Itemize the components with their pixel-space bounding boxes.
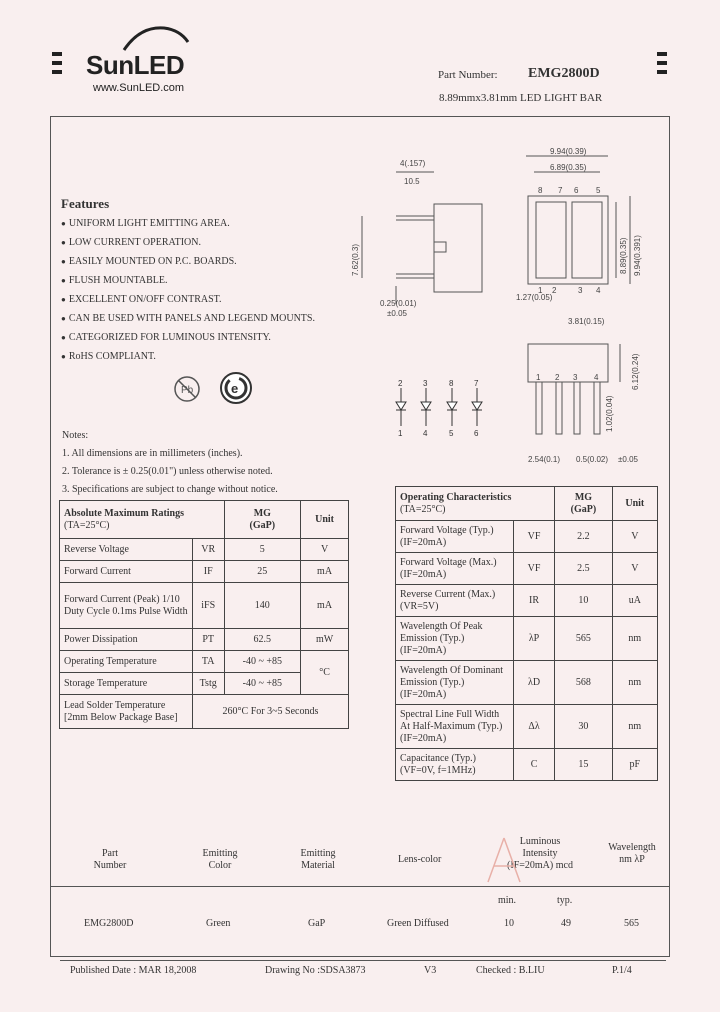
abs-val: -40 ~ +85 — [224, 673, 301, 695]
op-condition: (TA=25°C) — [400, 503, 446, 515]
bottom-pin-len: 1.02(0.04) — [605, 395, 614, 432]
side-height: 7.62(0.3) — [351, 243, 360, 276]
abs-val: -40 ~ +85 — [224, 651, 301, 673]
abs-sym: PT — [192, 629, 224, 651]
feature-item: ● FLUSH MOUNTABLE. — [61, 275, 315, 294]
abs-val: 260°C For 3~5 Seconds — [192, 695, 348, 729]
abs-val: 62.5 — [224, 629, 301, 651]
feature-item: ● CAN BE USED WITH PANELS AND LEGEND MOUNTS. — [61, 313, 315, 332]
abs-param: Operating Temperature — [60, 651, 193, 673]
op-param: Wavelength Of Peak Emission (Typ.) (IF=20mA) — [396, 617, 514, 661]
abs-unit: mW — [301, 629, 349, 651]
abs-max-col-gap: (GaP) — [249, 519, 276, 531]
front-width-inner: 6.89(0.35) — [550, 163, 587, 172]
eco-compliance-icon — [219, 371, 253, 405]
circuit-pin: 2 — [398, 379, 403, 388]
pin-view-pin: 2 — [555, 373, 560, 382]
op-sym: λP — [513, 617, 554, 661]
op-val: 568 — [555, 661, 612, 705]
op-val: 30 — [555, 705, 612, 749]
front-width-outer: 9.94(0.39) — [550, 147, 587, 156]
op-sym: VF — [513, 521, 554, 553]
op-val: 10 — [555, 585, 612, 617]
op-val: 15 — [555, 749, 612, 781]
circuit-pin: 6 — [474, 429, 479, 438]
table-row — [60, 539, 349, 561]
op-param: Wavelength Of Dominant Emission (Typ.) (IF=20mA) — [396, 661, 514, 705]
table-row — [60, 561, 349, 583]
table-row — [396, 521, 658, 553]
sel-header-intensity: Luminous Intensity (IF=20mA) mcd — [507, 836, 573, 871]
op-sym: C — [513, 749, 554, 781]
op-val: 2.5 — [555, 553, 612, 585]
abs-val: 25 — [224, 561, 301, 583]
watermark-graphic — [484, 836, 524, 886]
abs-max-condition: (TA=25°C) — [64, 519, 110, 531]
abs-sym: TA — [192, 651, 224, 673]
table-row — [60, 583, 349, 629]
notes-title: Notes: — [62, 430, 89, 441]
footer-published: Published Date : MAR 18,2008 — [70, 965, 197, 976]
front-pin-bottom: 4 — [596, 286, 601, 295]
abs-param: Forward Current (Peak) 1/10 Duty Cycle 0.1ms Pulse Width — [60, 583, 193, 629]
features-title: Features — [61, 196, 110, 211]
abs-sym: IF — [192, 561, 224, 583]
right-edge-marks — [657, 52, 667, 79]
side-view-drawing — [352, 156, 462, 326]
footer-drawing: Drawing No :SDSA3873 — [265, 965, 366, 976]
front-pin-bottom: 2 — [552, 286, 557, 295]
abs-param: Forward Current — [60, 561, 193, 583]
op-sym: IR — [513, 585, 554, 617]
selection-divider — [50, 886, 669, 887]
op-param: Spectral Line Full Width At Half-Maximum (Typ.) (IF=20mA) — [396, 705, 514, 749]
pin-view-pin: 4 — [594, 373, 599, 382]
side-lead: 0.25(0.01) — [380, 299, 417, 308]
abs-unit: mA — [301, 561, 349, 583]
front-view-drawing — [512, 144, 642, 326]
feature-item: ● CATEGORIZED FOR LUMINOUS INTENSITY. — [61, 332, 315, 351]
side-top-dim: 4(.157) — [400, 159, 426, 168]
bottom-height: 6.12(0.24) — [631, 353, 640, 390]
front-pin-top: 6 — [574, 186, 579, 195]
op-param: Forward Voltage (Max.) (IF=20mA) — [396, 553, 514, 585]
sel-material: GaP — [308, 918, 326, 929]
table-row — [396, 749, 658, 781]
op-unit: nm — [612, 617, 657, 661]
feature-item: ● LOW CURRENT OPERATION. — [61, 237, 315, 256]
abs-sym: iFS — [192, 583, 224, 629]
sel-header-material: Emitting Material — [300, 848, 336, 871]
pb-free-icon — [172, 374, 202, 404]
feature-item: ● RoHS COMPLIANT. — [61, 351, 315, 370]
op-param: Forward Voltage (Typ.) (IF=20mA) — [396, 521, 514, 553]
sel-wavelength: 565 — [624, 918, 639, 929]
sel-part: EMG2800D — [84, 918, 134, 929]
part-number: EMG2800D — [528, 66, 600, 81]
op-sym: λD — [513, 661, 554, 705]
svg-text:e: e — [231, 381, 239, 396]
abs-sym: Tstg — [192, 673, 224, 695]
feature-item: ● UNIFORM LIGHT EMITTING AREA. — [61, 218, 315, 237]
op-val: 565 — [555, 617, 612, 661]
op-col-unit: Unit — [612, 487, 657, 521]
op-val: 2.2 — [555, 521, 612, 553]
feature-item: ● EXCELLENT ON/OFF CONTRAST. — [61, 294, 315, 313]
front-pin-top: 5 — [596, 186, 601, 195]
company-logo — [84, 22, 194, 82]
op-col-gap: (GaP) — [570, 503, 597, 515]
abs-param: Power Dissipation — [60, 629, 193, 651]
absolute-max-table — [59, 500, 349, 729]
note-item: 1. All dimensions are in millimeters (inches). — [62, 448, 243, 459]
circuit-pin: 1 — [398, 429, 403, 438]
front-pitch: 1.27(0.05) — [516, 293, 553, 302]
circuit-pin: 8 — [449, 379, 454, 388]
front-seg-width: 3.81(0.15) — [568, 317, 605, 326]
sel-header-color: Emitting Color — [202, 848, 238, 871]
circuit-diagram — [390, 378, 490, 438]
table-row — [60, 629, 349, 651]
abs-param: Lead Solder Temperature [2mm Below Package Base] — [60, 695, 193, 729]
front-pin-top: 7 — [558, 186, 563, 195]
sun-arc-icon — [84, 22, 194, 52]
sel-min: 10 — [504, 918, 514, 929]
sel-typ: 49 — [561, 918, 571, 929]
features-list — [61, 218, 315, 370]
sel-color: Green — [206, 918, 231, 929]
part-number-label: Part Number: — [438, 69, 498, 81]
sel-header-typ: typ. — [557, 895, 573, 906]
op-sym: Δλ — [513, 705, 554, 749]
footer-checked: Checked : B.LIU — [476, 965, 545, 976]
bottom-pin-tol: ±0.05 — [618, 455, 638, 464]
circuit-pin: 3 — [423, 379, 428, 388]
abs-unit: °C — [301, 651, 349, 695]
op-param: Reverse Current (Max.) (VR=5V) — [396, 585, 514, 617]
front-height-inner: 8.89(0.35) — [619, 237, 628, 274]
op-sym: VF — [513, 553, 554, 585]
circuit-pin: 7 — [474, 379, 479, 388]
note-item: 3. Specifications are subject to change without notice. — [62, 484, 278, 495]
table-row — [396, 617, 658, 661]
abs-max-col-unit: Unit — [301, 501, 349, 539]
op-unit: pF — [612, 749, 657, 781]
abs-max-title: Absolute Maximum Ratings — [64, 507, 185, 519]
front-height-outer: 9.94(0.391) — [633, 235, 642, 276]
op-unit: V — [612, 553, 657, 585]
footer-divider — [60, 960, 666, 961]
circuit-pin: 5 — [449, 429, 454, 438]
op-unit: nm — [612, 661, 657, 705]
op-unit: V — [612, 521, 657, 553]
pin-view-drawing — [512, 340, 642, 465]
front-pin-top: 8 — [538, 186, 543, 195]
sel-header-part: Part Number — [93, 848, 127, 871]
abs-sym: VR — [192, 539, 224, 561]
side-top-dim2: 10.5 — [404, 177, 420, 186]
abs-val: 140 — [224, 583, 301, 629]
product-subtitle: 8.89mmx3.81mm LED LIGHT BAR — [439, 92, 603, 104]
abs-param: Reverse Voltage — [60, 539, 193, 561]
abs-param: Storage Temperature — [60, 673, 193, 695]
op-unit: nm — [612, 705, 657, 749]
bottom-pitch: 2.54(0.1) — [528, 455, 561, 464]
side-lead-tol: ±0.05 — [387, 309, 407, 318]
sel-lens: Green Diffused — [387, 918, 449, 929]
note-item: 2. Tolerance is ± 0.25(0.01") unless otherwise noted. — [62, 466, 273, 477]
footer-version: V3 — [424, 965, 437, 976]
feature-item: ● EASILY MOUNTED ON P.C. BOARDS. — [61, 256, 315, 275]
logo-text: SunLED — [86, 50, 185, 80]
op-title: Operating Characteristics — [400, 491, 512, 503]
abs-unit: mA — [301, 583, 349, 629]
table-row — [396, 705, 658, 749]
pin-view-pin: 3 — [573, 373, 578, 382]
table-row — [60, 695, 349, 729]
abs-val: 5 — [224, 539, 301, 561]
front-pin-bottom: 1 — [538, 286, 543, 295]
table-row — [60, 651, 349, 673]
left-edge-marks — [52, 52, 62, 79]
circuit-pin: 4 — [423, 429, 428, 438]
op-unit: uA — [612, 585, 657, 617]
footer-page: P.1/4 — [612, 965, 632, 976]
table-row — [396, 553, 658, 585]
op-param: Capacitance (Typ.) (VF=0V, f=1MHz) — [396, 749, 514, 781]
bottom-pin-w: 0.5(0.02) — [576, 455, 609, 464]
table-row — [396, 585, 658, 617]
pin-view-pin: 1 — [536, 373, 541, 382]
abs-unit: V — [301, 539, 349, 561]
abs-max-col-mg: MG — [253, 507, 271, 519]
front-pin-bottom: 3 — [578, 286, 583, 295]
website-url: www.SunLED.com — [93, 82, 185, 94]
sel-header-min: min. — [498, 895, 517, 906]
sel-header-lens: Lens-color — [398, 854, 442, 865]
svg-text:Pb: Pb — [181, 385, 194, 396]
table-row — [396, 661, 658, 705]
sel-header-wavelength: Wavelength nm λP — [608, 842, 656, 865]
op-col-mg: MG — [574, 491, 593, 503]
operating-characteristics-table — [395, 486, 658, 781]
